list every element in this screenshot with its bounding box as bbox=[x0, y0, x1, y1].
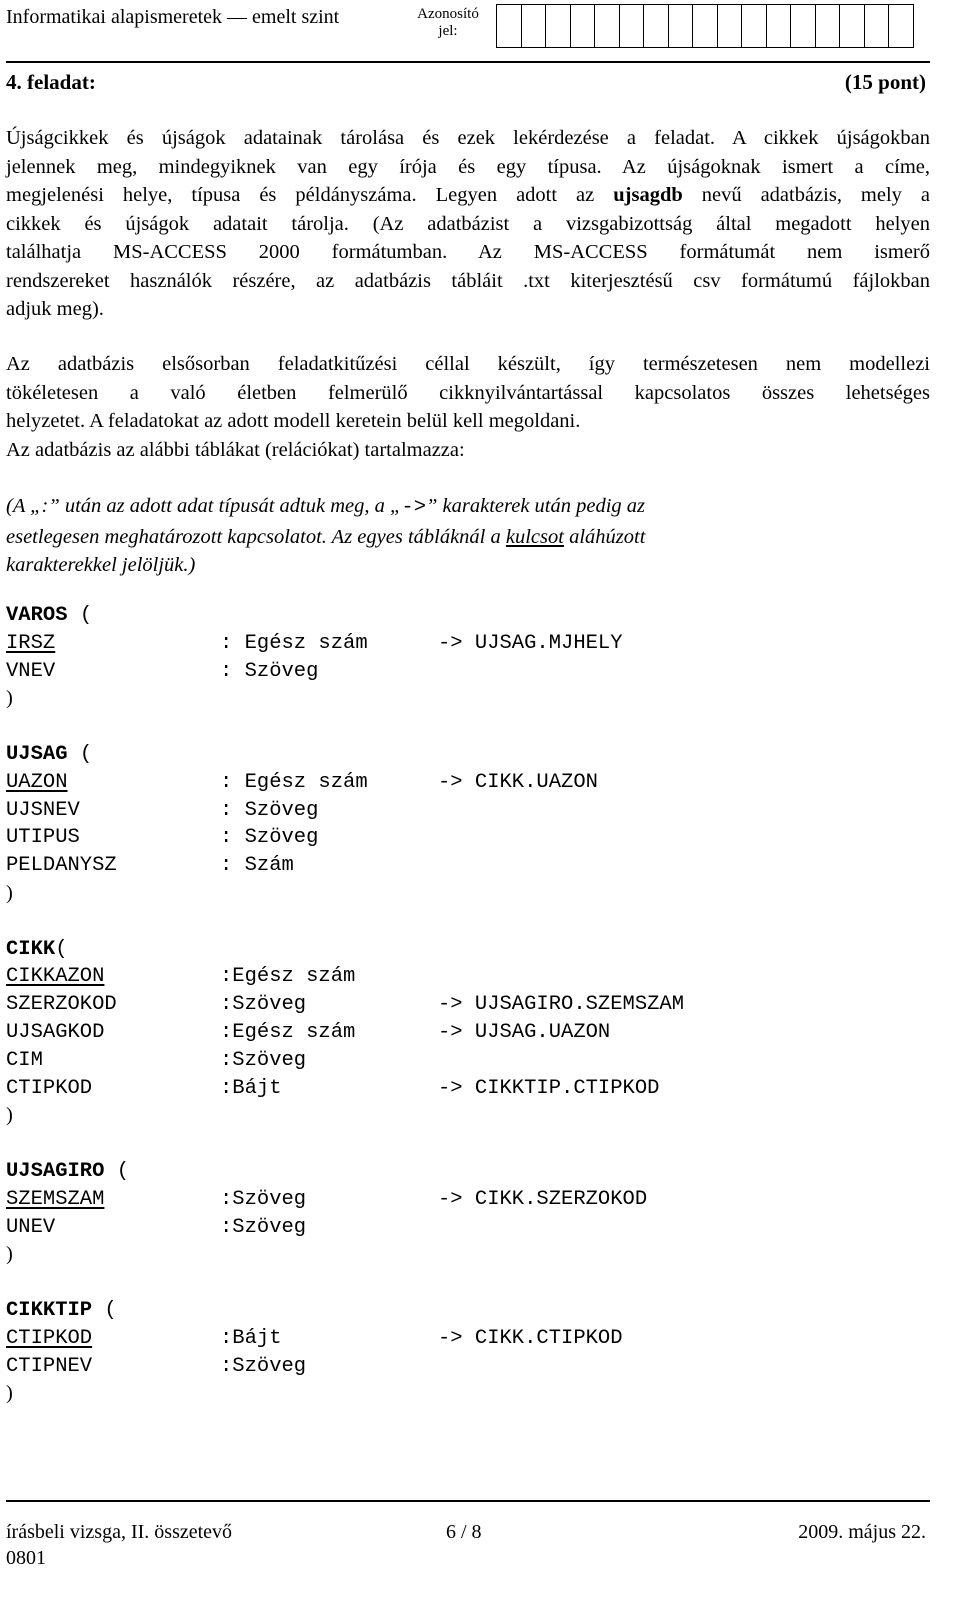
header-title: Informatikai alapismeretek — emelt szint bbox=[6, 6, 340, 28]
note-text: (A „:” után az adott adat típusát adtuk meg, a „ bbox=[6, 495, 402, 517]
field-reference: -> CIKK.CTIPKOD bbox=[438, 1326, 623, 1350]
field-type: :Egész szám bbox=[220, 965, 356, 989]
field-row bbox=[6, 1325, 930, 1353]
model-line: Az adatbázis elsősorban feladatkitűzési céllal készült, így természetesen nem modellezi bbox=[6, 353, 930, 375]
footer-exam-label: írásbeli vizsga, II. összetevő bbox=[6, 1521, 233, 1543]
field-reference: -> CIKK.UAZON bbox=[438, 770, 598, 794]
intro-line: adjuk meg). bbox=[6, 298, 104, 320]
close-paren: ) bbox=[6, 1382, 13, 1405]
id-label-line2: jel: bbox=[438, 23, 458, 39]
arrow-symbol: -> bbox=[401, 496, 427, 519]
field-type: : Szöveg bbox=[220, 798, 319, 822]
field-type: : Egész szám bbox=[220, 631, 368, 655]
id-box[interactable] bbox=[521, 4, 547, 48]
intro-line: rendszereket használók részére, az adatbázis tábláit .txt kiterjesztésű csv formátumú fájlokban bbox=[6, 269, 930, 292]
schema-table bbox=[6, 741, 930, 936]
schema-table bbox=[6, 602, 930, 741]
field-type: :Szöveg bbox=[220, 1215, 307, 1239]
table-name: CIKKTIP bbox=[6, 1298, 93, 1322]
note-line: karakterekkel jelöljük.) bbox=[6, 554, 196, 576]
note-line bbox=[6, 492, 930, 523]
spacer bbox=[6, 1130, 930, 1158]
id-boxes bbox=[497, 4, 914, 48]
id-box[interactable] bbox=[815, 4, 841, 48]
close-paren: ) bbox=[6, 1243, 13, 1266]
notation-note bbox=[6, 492, 930, 580]
key-field-name: IRSZ bbox=[6, 631, 56, 655]
field-type: : Egész szám bbox=[220, 770, 368, 794]
field-row bbox=[6, 1047, 930, 1075]
close-paren: ) bbox=[6, 1104, 13, 1127]
spacer bbox=[6, 908, 930, 936]
footer-date: 2009. május 22. bbox=[798, 1521, 926, 1543]
id-box[interactable] bbox=[496, 4, 522, 48]
field-row bbox=[6, 991, 930, 1019]
id-box[interactable] bbox=[570, 4, 596, 48]
key-field-name: CIKKAZON bbox=[6, 965, 105, 989]
intro-paragraph bbox=[6, 124, 930, 324]
schema-listing bbox=[6, 602, 930, 1408]
id-label-line1: Azonosító bbox=[417, 6, 479, 22]
header-rule bbox=[6, 61, 930, 63]
intro-line: jelennek meg, mindegyiknek van egy írója és egy típusa. Az újságoknak ismert a címe, bbox=[6, 155, 930, 178]
id-box[interactable] bbox=[692, 4, 718, 48]
table-name: CIKK bbox=[6, 937, 56, 961]
field-reference: -> CIKKTIP.CTIPKOD bbox=[438, 1076, 660, 1100]
key-field-name: CTIPKOD bbox=[6, 1326, 93, 1350]
note-text: ” karakterek után pedig az bbox=[426, 495, 646, 517]
id-box[interactable] bbox=[741, 4, 767, 48]
intro-line: Újságcikkek és újságok adatainak tárolása és ezek lekérdezése a feladat. A cikkek újságokban bbox=[6, 127, 930, 149]
table-name: UJSAG bbox=[6, 742, 68, 766]
field-reference: -> CIKK.SZERZOKOD bbox=[438, 1187, 648, 1211]
close-paren: ) bbox=[6, 881, 13, 904]
model-line: tökéletesen a való életben felmerülő cikknyilvántartással kapcsolatos összes lehetséges bbox=[6, 381, 930, 404]
field-name: UNEV bbox=[6, 1215, 56, 1239]
field-name: VNEV bbox=[6, 659, 56, 683]
field-type: :Szöveg bbox=[220, 1354, 307, 1378]
field-row bbox=[6, 963, 930, 991]
intro-line: találhatja MS-ACCESS 2000 formátumban. Az MS-ACCESS formátumát nem ismerő bbox=[6, 241, 930, 263]
id-box[interactable] bbox=[888, 4, 914, 48]
field-type: : Szöveg bbox=[220, 826, 319, 850]
field-row bbox=[6, 1214, 930, 1242]
model-paragraph bbox=[6, 350, 930, 464]
spacer bbox=[6, 713, 930, 741]
field-reference: -> UJSAG.MJHELY bbox=[438, 631, 623, 655]
id-box[interactable] bbox=[717, 4, 743, 48]
intro-line bbox=[6, 181, 930, 210]
model-line: Az adatbázis az alábbi táblákat (relációkat) tartalmazza: bbox=[6, 438, 465, 461]
field-type: :Szöveg bbox=[220, 1187, 307, 1211]
field-name: PELDANYSZ bbox=[6, 854, 117, 878]
model-line: helyzetet. A feladatokat az adott modell keretein belül kell megoldani. bbox=[6, 410, 581, 432]
id-box[interactable] bbox=[619, 4, 645, 48]
footer-page-number: 6 / 8 bbox=[446, 1521, 482, 1543]
id-box[interactable] bbox=[594, 4, 620, 48]
field-row bbox=[6, 824, 930, 852]
field-name: SZERZOKOD bbox=[6, 993, 117, 1017]
field-type: : Szám bbox=[220, 854, 294, 878]
spacer bbox=[6, 1269, 930, 1297]
table-header bbox=[6, 741, 930, 769]
field-type: :Szöveg bbox=[220, 1048, 307, 1072]
field-name: CIM bbox=[6, 1048, 43, 1072]
field-row bbox=[6, 1019, 930, 1047]
schema-table bbox=[6, 1158, 930, 1297]
close-paren: ) bbox=[6, 687, 13, 710]
intro-text: megjelenési helye, típusa és példányszáma. Legyen adott az bbox=[6, 184, 595, 206]
task-title: 4. feladat: bbox=[6, 70, 96, 94]
key-field-name: UAZON bbox=[6, 770, 68, 794]
field-row bbox=[6, 769, 930, 797]
intro-line: cikkek és újságok adatait tárolja. (Az adatbázist a vizsgabizottság által megadott helyen bbox=[6, 212, 930, 235]
note-text: aláhúzott bbox=[569, 525, 646, 548]
field-reference: -> UJSAG.UAZON bbox=[438, 1020, 611, 1044]
database-name: ujsagdb bbox=[613, 184, 683, 206]
id-box[interactable] bbox=[864, 4, 890, 48]
field-type: : Szöveg bbox=[220, 659, 319, 683]
field-row bbox=[6, 1353, 930, 1381]
field-name: UTIPUS bbox=[6, 826, 80, 850]
intro-text: nevű adatbázis, mely a bbox=[701, 184, 931, 206]
open-paren: ( bbox=[92, 1298, 117, 1322]
field-name: CTIPKOD bbox=[6, 1076, 93, 1100]
field-name: CTIPNEV bbox=[6, 1354, 93, 1378]
field-type: :Egész szám bbox=[220, 1020, 356, 1044]
field-row bbox=[6, 658, 930, 686]
schema-table bbox=[6, 1297, 930, 1408]
id-box[interactable] bbox=[643, 4, 669, 48]
open-paren: ( bbox=[67, 742, 93, 766]
open-paren: ( bbox=[67, 604, 93, 627]
field-row bbox=[6, 1186, 930, 1214]
task-points: (15 pont) bbox=[844, 70, 926, 94]
table-header bbox=[6, 1297, 930, 1325]
key-field-name: SZEMSZAM bbox=[6, 1187, 105, 1211]
field-row bbox=[6, 797, 930, 825]
field-row bbox=[6, 852, 930, 880]
table-name: UJSAGIRO bbox=[6, 1159, 105, 1183]
note-text: esetlegesen meghatározott kapcsolatot. Az egyes tábláknál a bbox=[6, 525, 501, 548]
footer-code: 0801 bbox=[6, 1547, 46, 1569]
field-name: UJSAGKOD bbox=[6, 1020, 105, 1044]
note-line bbox=[6, 523, 930, 552]
field-type: :Bájt bbox=[220, 1326, 282, 1350]
open-paren: ( bbox=[55, 937, 68, 961]
id-box[interactable] bbox=[790, 4, 816, 48]
id-box[interactable] bbox=[668, 4, 694, 48]
footer-rule bbox=[6, 1500, 930, 1502]
field-type: :Bájt bbox=[220, 1076, 282, 1100]
field-row bbox=[6, 630, 930, 658]
id-label bbox=[413, 6, 483, 40]
table-header bbox=[6, 602, 930, 630]
field-type: :Szöveg bbox=[220, 993, 307, 1017]
field-name: UJSNEV bbox=[6, 798, 80, 822]
table-header bbox=[6, 936, 930, 964]
field-reference: -> UJSAGIRO.SZEMSZAM bbox=[438, 993, 685, 1017]
field-row bbox=[6, 1075, 930, 1103]
id-box[interactable] bbox=[766, 4, 792, 48]
open-paren: ( bbox=[104, 1159, 130, 1183]
id-box[interactable] bbox=[839, 4, 865, 48]
id-box[interactable] bbox=[545, 4, 571, 48]
table-header bbox=[6, 1158, 930, 1186]
key-word: kulcsot bbox=[505, 525, 564, 548]
schema-table bbox=[6, 936, 930, 1158]
table-name: VAROS bbox=[6, 604, 68, 627]
